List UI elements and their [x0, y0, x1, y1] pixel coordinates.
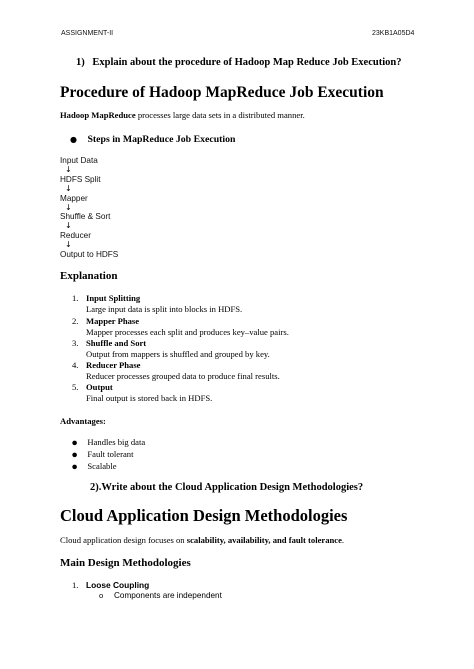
intro-2-start: Cloud application design focuses on	[60, 535, 187, 545]
list-item-number: 2.	[72, 316, 79, 326]
bullet-icon: ●	[72, 439, 78, 447]
bullet-icon: ●	[72, 451, 78, 459]
advantage-text: Handles big data	[87, 437, 146, 447]
list-item-desc: Mapper processes each split and produces key–value pairs.	[86, 327, 289, 337]
list-item-number: 1.	[72, 293, 79, 303]
section-title-cloud-design: Cloud Application Design Methodologies	[60, 506, 348, 525]
list-item-desc: Final output is stored back in HDFS.	[86, 393, 213, 403]
list-item-title: Loose Coupling	[86, 580, 150, 590]
explanation-heading: Explanation	[60, 270, 118, 282]
steps-heading	[70, 134, 236, 145]
intro-paragraph-1	[60, 110, 305, 120]
sub-list-item: Components are independent	[114, 591, 222, 600]
list-item-number: 5.	[72, 382, 79, 392]
list-item-number: 3.	[72, 338, 79, 348]
section-title-mapreduce: Procedure of Hadoop MapReduce Job Execution	[60, 84, 384, 101]
list-item-title: Shuffle and Sort	[86, 338, 147, 348]
list-item-number: 1.	[72, 580, 79, 590]
down-arrow-icon: ↓	[65, 165, 72, 174]
advantage-text: Scalable	[87, 461, 117, 471]
list-item	[72, 437, 145, 447]
question-2: 2).Write about the Cloud Application Design Methodologies?	[90, 482, 364, 493]
flow-item: Shuffle & Sort	[60, 212, 111, 221]
advantage-text: Fault tolerant	[87, 449, 134, 459]
intro-1-rest: processes large data sets in a distributed manner.	[135, 110, 305, 120]
list-item-desc: Large input data is split into blocks in HDFS.	[86, 304, 243, 314]
header-left: ASSIGNMENT-II	[61, 30, 114, 37]
list-item-title: Input Splitting	[86, 293, 141, 303]
list-item-desc: Reducer processes grouped data to produce final results.	[86, 371, 280, 381]
bullet-icon: ●	[70, 135, 77, 144]
question-1	[76, 57, 401, 68]
flow-item: HDFS Split	[60, 175, 101, 184]
list-item-number: 4.	[72, 360, 79, 370]
sub-bullet-icon: o	[99, 591, 104, 600]
down-arrow-icon: ↓	[65, 240, 72, 249]
flow-item: Output to HDFS	[60, 250, 119, 259]
down-arrow-icon: ↓	[65, 221, 72, 230]
list-item	[72, 449, 133, 459]
down-arrow-icon: ↓	[65, 203, 72, 212]
question-1-number: 1)	[76, 57, 85, 68]
list-item-title: Output	[86, 382, 113, 392]
intro-paragraph-2	[60, 535, 344, 545]
steps-heading-text: Steps in MapReduce Job Execution	[87, 134, 236, 145]
header-right: 23KB1A05D4	[372, 30, 415, 37]
flow-item: Mapper	[60, 194, 88, 203]
intro-2-bold: scalability, availability, and fault tolerance	[186, 535, 342, 545]
flow-item: Input Data	[60, 156, 98, 165]
main-methodologies-heading: Main Design Methodologies	[60, 557, 191, 569]
bullet-icon: ●	[72, 463, 78, 471]
flow-item: Reducer	[60, 231, 91, 240]
intro-2-end: .	[341, 535, 345, 545]
down-arrow-icon: ↓	[65, 184, 72, 193]
question-1-text: Explain about the procedure of Hadoop Map Reduce Job Execution?	[92, 57, 402, 68]
intro-1-bold: Hadoop MapReduce	[60, 110, 136, 120]
list-item-title: Mapper Phase	[86, 316, 140, 326]
list-item	[72, 461, 117, 471]
list-item-desc: Output from mappers is shuffled and grouped by key.	[86, 349, 270, 359]
list-item-title: Reducer Phase	[86, 360, 141, 370]
advantages-heading: Advantages:	[60, 416, 106, 426]
